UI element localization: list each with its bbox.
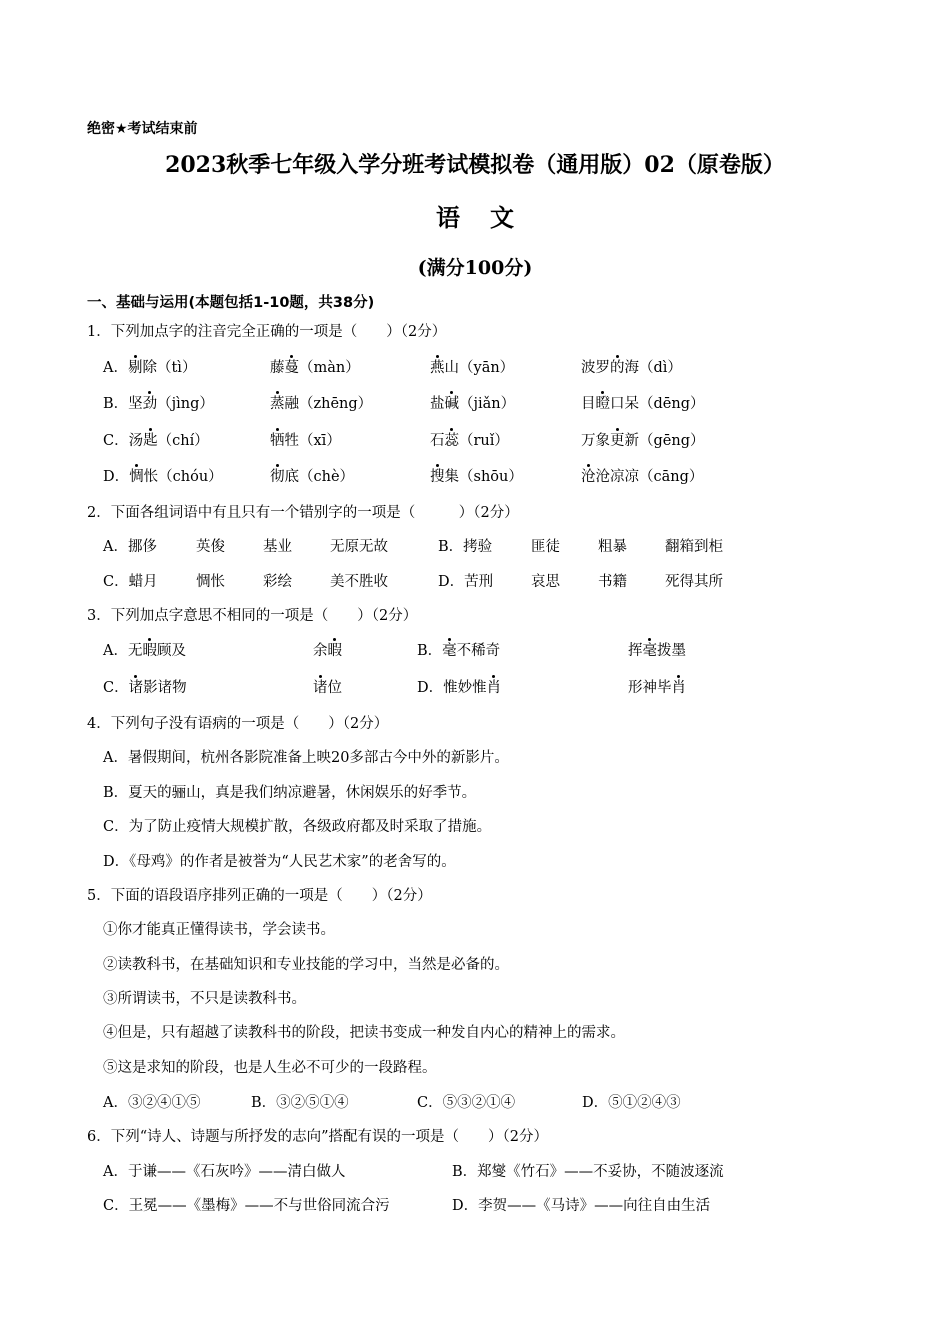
text: A．无: [103, 643, 143, 659]
q2-word: 无原无故: [330, 539, 388, 555]
dotted-char: 碱: [444, 396, 459, 412]
text: 形神毕: [628, 680, 672, 696]
text: 融（zhēng）: [284, 396, 373, 412]
question-6-stem: 6．下列“诗人、诗题与所抒发的志向”搭配有误的一项是（ ）（2分）: [87, 1129, 549, 1145]
dotted-char: 燕: [430, 360, 445, 376]
q2-word: 基业: [263, 539, 292, 555]
q3-option: [103, 639, 186, 660]
text: B．坚: [103, 396, 143, 412]
q3-option: [417, 676, 501, 697]
dotted-char: 毫: [642, 643, 657, 659]
q1-option-a3: [430, 356, 514, 377]
text: 影诸物: [143, 680, 187, 696]
q1-option-d4: [581, 465, 703, 486]
q4-option-c: C．为了防止疫情大规模扩散，各级政府都及时采取了措施。: [103, 819, 492, 835]
text: C．: [103, 680, 129, 696]
text: 盐: [430, 396, 445, 412]
q1-option-a4: [581, 356, 682, 377]
q4-option-b: B．夏天的骊山，真是我们纳凉避暑，休闲娱乐的好季节。: [103, 785, 477, 801]
question-5-stem: 5．下面的语段语序排列正确的一项是（ ）（2分）: [87, 888, 432, 904]
dotted-char: 毫: [442, 643, 457, 659]
text: 挥: [628, 643, 643, 659]
text: 不稀奇: [456, 643, 501, 659]
q2-word: 哀思: [531, 574, 560, 590]
dotted-char: 彻: [270, 469, 285, 485]
q2-word: D．苦刑: [438, 574, 494, 590]
dotted-char: 肖: [671, 680, 686, 696]
q1-option-b2: [270, 392, 372, 413]
q2-word: C．蜡月: [103, 574, 158, 590]
section-heading: 一、基础与运用(本题包括1-10题，共38分): [87, 295, 375, 311]
question-1-stem: 1．下列加点字的注音完全正确的一项是（ ）（2分）: [87, 324, 447, 340]
text: A．: [103, 360, 128, 376]
dotted-char: 搜: [430, 469, 445, 485]
q2-word: B．拷验: [438, 539, 493, 555]
q5-option-a: A．③②④①⑤: [103, 1095, 201, 1111]
q5-option-b: B．③②⑤①④: [251, 1095, 349, 1111]
text: 沧凉凉（cāng）: [595, 469, 704, 485]
confidential-label: 绝密★考试结束前: [87, 121, 198, 137]
text: 新（gēng）: [624, 433, 705, 449]
q6-option-d: D．李贺——《马诗》——向往自由生活: [452, 1198, 711, 1214]
q2-word: A．挪侈: [103, 539, 157, 555]
text: 底（chè）: [284, 469, 355, 485]
text: 目: [581, 396, 596, 412]
text: 石: [430, 433, 445, 449]
text: 海（dì）: [624, 360, 682, 376]
q1-option-d2: [270, 465, 354, 486]
question-2-stem: 2．下面各组词语中有且只有一个错别字的一项是（ ）（2分）: [87, 505, 519, 521]
q5-sentence: ②读教科书，在基础知识和专业技能的学习中，当然是必备的。: [103, 957, 509, 973]
q5-sentence: ④但是，只有超越了读教科书的阶段，把读书变成一种发自内心的精神上的需求。: [103, 1025, 625, 1041]
q1-option-d3: [430, 465, 523, 486]
text: 位: [327, 680, 342, 696]
text: 怅（chóu）: [143, 469, 223, 485]
dotted-char: 诸: [313, 680, 328, 696]
q1-option-c1: [103, 429, 209, 450]
q3-option: [103, 676, 187, 697]
dotted-char: 沧: [581, 469, 596, 485]
q3-option: [417, 639, 500, 660]
text: 顾及: [156, 643, 186, 659]
q1-option-d1: [103, 465, 223, 486]
q6-option-c: C．王冕——《墨梅》——不与世俗同流合污: [103, 1198, 390, 1214]
text: 除（tì）: [142, 360, 197, 376]
text: （jiǎn）: [459, 396, 516, 412]
q1-option-a1: [103, 356, 196, 377]
q2-word: 粗暴: [598, 539, 627, 555]
q5-sentence: ③所谓读书，不只是读教科书。: [103, 991, 306, 1007]
subject-heading: 语文: [436, 203, 544, 232]
full-score: (满分100分): [417, 257, 533, 279]
q3-option: [313, 639, 342, 660]
dotted-char: 诸: [128, 680, 144, 696]
text: B．: [417, 643, 443, 659]
q5-option-c: C．⑤③②①④: [417, 1095, 516, 1111]
q5-sentence: ⑤这是求知的阶段，也是人生必不可少的一段路程。: [103, 1060, 437, 1076]
q5-sentence: ①你才能真正懂得读书，学会读书。: [103, 922, 335, 938]
text: 集（shōu）: [444, 469, 523, 485]
text: D．惟妙惟: [417, 680, 487, 696]
q1-option-b1: [103, 392, 214, 413]
q4-option-a: A．暑假期间，杭州各影院准备上映20多部古今中外的新影片。: [103, 750, 509, 766]
dotted-char: 惆: [129, 469, 144, 485]
text: （chí）: [157, 433, 209, 449]
dotted-char: 瞪: [595, 396, 610, 412]
q3-option: [628, 639, 686, 660]
text: D．: [103, 469, 130, 485]
text: 拨墨: [657, 643, 686, 659]
text: 口呆（dēng）: [610, 396, 705, 412]
dotted-char: 更: [610, 433, 625, 449]
dotted-char: 劲: [142, 396, 158, 412]
dotted-char: 暇: [142, 643, 157, 659]
text: 藤: [270, 360, 285, 376]
q2-word: 死得其所: [665, 574, 723, 590]
dotted-char: 蔓: [284, 360, 299, 376]
q1-option-b4: [581, 392, 704, 413]
dotted-char: 肖: [486, 680, 502, 696]
dotted-char: 暇: [327, 643, 342, 659]
q2-word: 匪徒: [531, 539, 560, 555]
q2-word: 美不胜收: [330, 574, 388, 590]
question-3-stem: 3．下列加点字意思不相同的一项是（ ）（2分）: [87, 608, 418, 624]
dotted-char: 蕊: [444, 433, 459, 449]
text: 牲（xī）: [284, 433, 341, 449]
q2-word: 翻箱到柜: [665, 539, 723, 555]
q2-word: 彩绘: [263, 574, 292, 590]
text: （màn）: [299, 360, 360, 376]
text: 波罗: [581, 360, 610, 376]
q2-word: 书籍: [598, 574, 627, 590]
text: 万象: [581, 433, 610, 449]
dotted-char: 匙: [143, 433, 158, 449]
q1-option-c3: [430, 429, 509, 450]
text: 余: [313, 643, 328, 659]
text: （ruǐ）: [459, 433, 509, 449]
text: 山（yān）: [444, 360, 515, 376]
dotted-char: 牺: [270, 433, 285, 449]
question-4-stem: 4．下列句子没有语病的一项是（ ）（2分）: [87, 716, 389, 732]
q1-option-c2: [270, 429, 341, 450]
dotted-char: 蒸: [270, 396, 285, 412]
text: C．汤: [103, 433, 144, 449]
q5-option-d: D．⑤①②④③: [582, 1095, 681, 1111]
q2-word: 惆怅: [196, 574, 225, 590]
q4-option-d: D．《母鸡》的作者是被誉为“人民艺术家”的老舍写的。: [103, 854, 456, 870]
q3-option: [313, 676, 342, 697]
q2-word: 英俊: [196, 539, 225, 555]
text: （jìng）: [157, 396, 214, 412]
dotted-char: 剔: [127, 360, 143, 376]
q6-option-b: B．郑燮《竹石》——不妥协，不随波逐流: [452, 1164, 724, 1180]
exam-title: 2023秋季七年级入学分班考试模拟卷（通用版）02（原卷版）: [165, 152, 785, 178]
dotted-char: 的: [610, 360, 625, 376]
q1-option-b3: [430, 392, 515, 413]
q1-option-a2: [270, 356, 360, 377]
q3-option: [628, 676, 686, 697]
q6-option-a: A．于谦——《石灰吟》——清白做人: [103, 1164, 346, 1180]
q1-option-c4: [581, 429, 704, 450]
